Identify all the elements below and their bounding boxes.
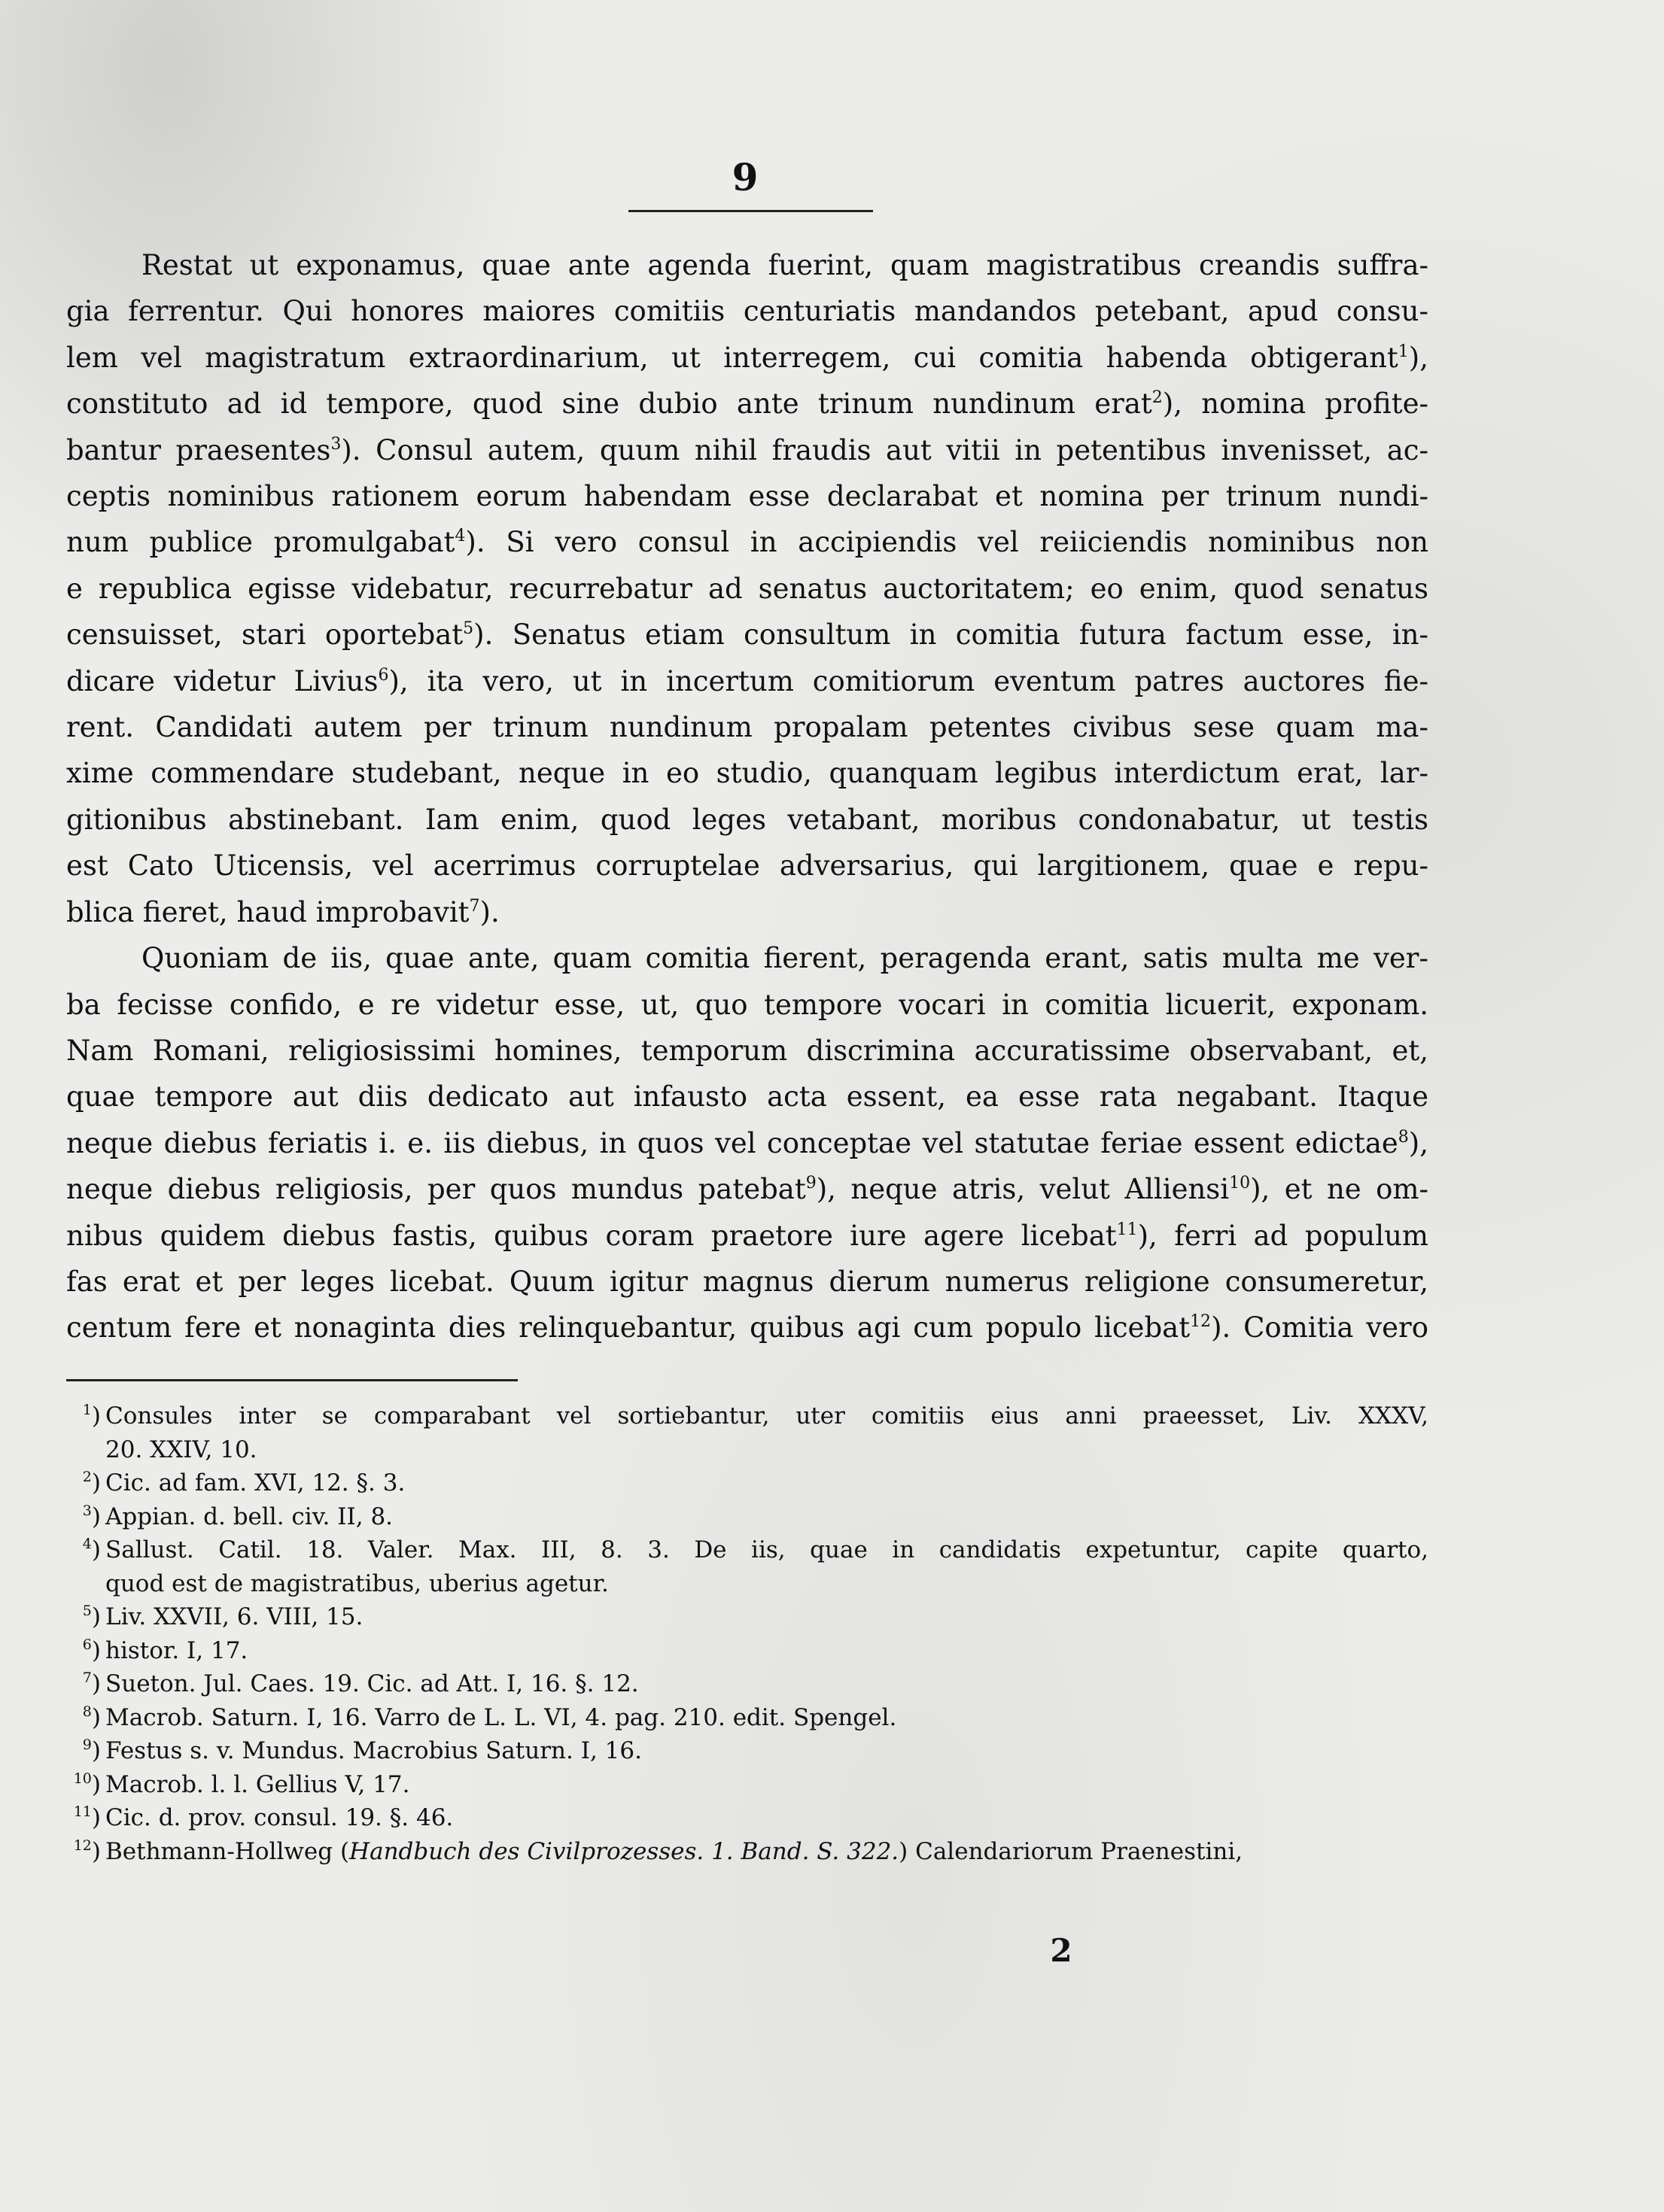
footnote [82,1533,1428,1600]
footnote [82,1466,1428,1500]
body-line: fas erat et per leges licebat. Quum igitur magnus dierum numerus religione consumeretur, [66,1265,1428,1298]
footnote [82,1600,1428,1634]
footnote-text: Consules inter se comparabant vel sortiebantur, uter comitiis eius anni praeesset, Liv. XXXV, [105,1402,1428,1430]
footnote-ref: 9 [805,1174,817,1193]
footnote-ref: 2 [1151,388,1163,408]
page-number: 9 [732,155,759,199]
footnote-mark: $^5$) [82,1603,101,1630]
footnote-text: Macrob. l. l. Gellius V, 17. [105,1770,410,1798]
body-line: est Cato Uticensis, vel acerrimus corruptelae adversarius, qui largitionem, quae e repu- [66,849,1428,883]
footnote [82,1399,1428,1466]
body-line: quae tempore aut diis dedicato aut infausto acta essent, ea esse rata negabant. Itaque [66,1080,1428,1114]
footnote-text: quod est de magistratibus, uberius agetur. [105,1569,609,1597]
body-line: Quoniam de iis, quae ante, quam comitia fierent, peragenda erant, satis multa me ver- [141,942,1428,975]
body-line: xime commendare studebant, neque in eo studio, quanquam legibus interdictum erat, lar- [66,757,1428,790]
body-line: Nam Romani, religiosissimi homines, temporum discrimina accuratissime observabant, et, [66,1034,1428,1067]
body-line: ceptis nominibus rationem eorum habendam esse declarabat et nomina per trinum nundi- [66,480,1428,513]
footnote-ref: 3 [330,434,342,454]
body-line: neque diebus feriatis i. e. iis diebus, in quos vel conceptae vel statutae feriae essent edictae$^8$), [66,1126,1428,1159]
body-line: nibus quidem diebus fastis, quibus coram praetore iure agere licebat$^{11}$), ferri ad populum [66,1219,1428,1252]
footnote [73,1801,1428,1835]
footnote [82,1667,1428,1701]
footnote-rule [66,1379,518,1381]
footnote [82,1634,1428,1668]
footnote-text: Cic. d. prov. consul. 19. §. 46. [105,1804,454,1831]
footnote-text: Liv. XXVII, 6. VIII, 15. [105,1603,364,1630]
body-line: gitionibus abstinebant. Iam enim, quod leges vetabant, moribus condonabatur, ut testis [66,803,1428,836]
footnote-text: Appian. d. bell. civ. II, 8. [105,1503,394,1530]
body-line: constituto ad id tempore, quod sine dubio ante trinum nundinum erat$^2$), nomina profite- [66,387,1428,421]
footnote-text: Sueton. Jul. Caes. 19. Cic. ad Att. I, 16. §. 12. [105,1670,639,1697]
footnote-ref: 10 [1229,1174,1251,1193]
body-line: censuisset, stari oportebat$^5$). Senatus etiam consultum in comitia futura factum esse, in- [66,618,1428,652]
body-line: centum fere et nonaginta dies relinquebantur, quibus agi cum populo licebat$^{12}$). Comitia vero [66,1311,1428,1345]
body-line: ba fecisse confido, e re videtur esse, ut, quo tempore vocari in comitia licuerit, exponam. [66,988,1428,1021]
footnote-ref: 1 [1398,342,1409,361]
footnote-ref: 12 [1190,1312,1212,1332]
footnote-mark: $^3$) [82,1502,101,1530]
body-line: rent. Candidati autem per trinum nundinum propalam petentes civibus sese quam ma- [66,711,1428,744]
body-line: blica fieret, haud improbavit$^7$). [66,895,500,928]
footnote [82,1734,1428,1768]
footnote [82,1701,1428,1735]
footnote-ref: 6 [378,665,389,685]
footnote-mark: $^6$) [82,1636,101,1664]
footnote [73,1768,1428,1802]
footnote-text: Sallust. Catil. 18. Valer. Max. III, 8. 3. De iis, quae in candidatis expetuntur, capite quarto, [105,1536,1428,1563]
footnote-mark: $^1$) [82,1402,101,1430]
footnote-mark: $^9$) [82,1736,101,1764]
footnote [82,1500,1428,1534]
body-text [66,242,1428,1351]
footnote-text: histor. I, 17. [105,1636,248,1664]
footnote-mark: $^8$) [82,1703,101,1731]
body-line: gia ferrentur. Qui honores maiores comitiis centuriatis mandandos petebant, apud consu- [66,295,1428,328]
footnote-mark: $^{10}$) [73,1770,101,1798]
body-line: neque diebus religiosis, per quos mundus patebat$^9$), neque atris, velut Alliensi$^{10}$), et ne om- [66,1173,1428,1206]
body-line: dicare videtur Livius$^6$), ita vero, ut in incertum comitiorum eventum patres auctores fie- [66,664,1428,697]
footnote-ref: 4 [455,527,466,546]
footnote [73,1835,1428,1869]
body-line: e republica egisse videbatur, recurrebatur ad senatus auctoritatem; eo enim, quod senatus [66,572,1428,605]
body-line: bantur praesentes$^3$). Consul autem, quum nihil fraudis aut vitii in petentibus invenisset, ac- [66,433,1428,466]
footnote-mark: $^2$) [82,1469,101,1496]
footnote-ref: 11 [1116,1220,1138,1239]
signature-mark: 2 [1050,1932,1072,1969]
header-rule [628,210,873,212]
footnote-ref: 5 [463,619,474,639]
footnotes [73,1399,1428,1868]
footnote-mark: $^7$) [82,1670,101,1697]
footnote-text: Festus s. v. Mundus. Macrobius Saturn. I, 16. [105,1737,642,1764]
footnote-ref: 7 [469,896,480,916]
footnote-mark: $^4$) [82,1536,101,1563]
footnote-mark: $^{11}$) [73,1803,101,1831]
footnote-text: Bethmann-Hollweg (Handbuch des Civilprozesses. 1. Band. S. 322.) Calendariorum Praenestini, [105,1837,1243,1865]
footnote-text: 20. XXIV, 10. [105,1436,257,1463]
footnote-text: Cic. ad fam. XVI, 12. §. 3. [105,1469,406,1496]
body-line: num publice promulgabat$^4$). Si vero consul in accipiendis vel reiiciendis nominibus non [66,526,1429,559]
body-line: lem vel magistratum extraordinarium, ut interregem, cui comitia habenda obtigerant$^1$), [66,341,1428,374]
footnote-text: Macrob. Saturn. I, 16. Varro de L. L. VI, 4. pag. 210. edit. Spengel. [105,1703,897,1731]
footnote-ref: 8 [1398,1127,1409,1147]
footnote-mark: $^{12}$) [73,1837,101,1865]
body-line: Restat ut exponamus, quae ante agenda fuerint, quam magistratibus creandis suffra- [141,249,1428,281]
